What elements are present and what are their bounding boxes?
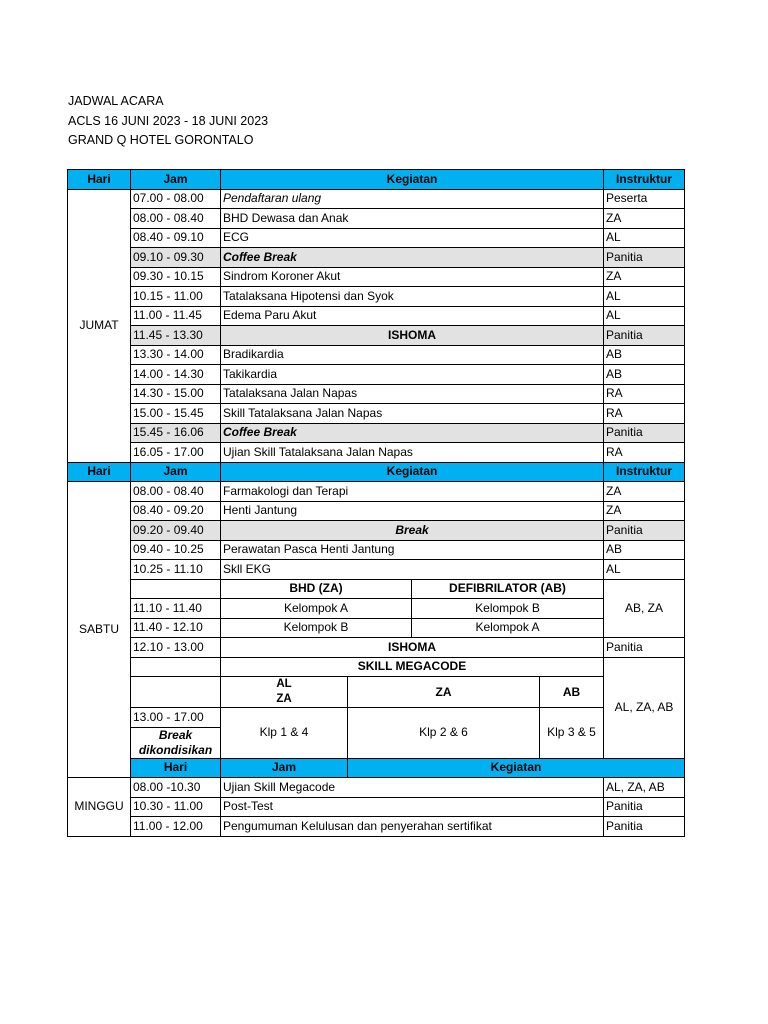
event-subtitle: ACLS 16 JUNI 2023 - 18 JUNI 2023 xyxy=(68,113,269,128)
table-header-row xyxy=(68,170,685,190)
instructor-cell: Peserta xyxy=(604,189,685,209)
instructor-cell: AB xyxy=(604,365,685,385)
activity-cell: Break xyxy=(221,521,604,541)
instructor-cell: AL xyxy=(604,228,685,248)
time-cell: 09.20 - 09.40 xyxy=(131,521,221,541)
defibrilator-group-cell: Kelompok B xyxy=(412,599,604,619)
day-label-sabtu: SABTU xyxy=(68,482,131,778)
instructor-cell: ZA xyxy=(604,501,685,521)
instructor-cell: AB xyxy=(604,345,685,365)
time-cell: 08.00 - 08.40 xyxy=(131,209,221,229)
time-cell: 08.40 - 09.10 xyxy=(131,228,221,248)
header-instruktur: Instruktur xyxy=(604,462,685,482)
time-cell: 07.00 - 08.00 xyxy=(131,189,221,209)
activity-cell: Coffee Break xyxy=(221,423,604,443)
time-cell: 10.25 - 11.10 xyxy=(131,560,221,580)
table-row xyxy=(68,618,685,638)
megacode-col1-header xyxy=(221,677,348,708)
table-row xyxy=(68,817,685,837)
time-cell-empty xyxy=(131,657,221,677)
document-header xyxy=(68,92,268,151)
instructor-cell: ZA xyxy=(604,209,685,229)
time-cell: 09.10 - 09.30 xyxy=(131,248,221,268)
activity-cell: Tatalaksana Jalan Napas xyxy=(221,384,604,404)
megacode-instructor-row xyxy=(68,677,685,708)
table-row-break xyxy=(68,248,685,268)
time-cell: 11.00 - 11.45 xyxy=(131,306,221,326)
instructor-cell: AL xyxy=(604,287,685,307)
table-row xyxy=(68,345,685,365)
time-cell: 14.30 - 15.00 xyxy=(131,384,221,404)
table-row xyxy=(68,638,685,658)
table-row xyxy=(68,228,685,248)
table-row xyxy=(68,287,685,307)
megacode-col1-line2: ZA xyxy=(276,693,292,705)
activity-cell: ECG xyxy=(221,228,604,248)
instructor-cell: Panitia xyxy=(604,638,685,658)
schedule-table xyxy=(67,169,685,837)
header-instruktur: Instruktur xyxy=(604,170,685,190)
megacode-instructor-cell: AL, ZA, AB xyxy=(604,657,685,758)
table-row xyxy=(68,443,685,463)
time-cell: 09.30 - 10.15 xyxy=(131,267,221,287)
instructor-cell: Panitia xyxy=(604,248,685,268)
table-row xyxy=(68,778,685,798)
activity-cell: Skll EKG xyxy=(221,560,604,580)
time-cell: 10.30 - 11.00 xyxy=(131,797,221,817)
table-row xyxy=(68,267,685,287)
instructor-cell: Panitia xyxy=(604,521,685,541)
table-row-break xyxy=(68,521,685,541)
activity-cell: Ujian Skill Tatalaksana Jalan Napas xyxy=(221,443,604,463)
instructor-cell: AB xyxy=(604,540,685,560)
activity-cell: Pendaftaran ulang xyxy=(221,189,604,209)
instructor-cell: RA xyxy=(604,384,685,404)
header-hari: Hari xyxy=(131,758,221,778)
megacode-group-3: Klp 3 & 5 xyxy=(540,708,604,759)
table-row xyxy=(68,365,685,385)
activity-cell: Tatalaksana Hipotensi dan Syok xyxy=(221,287,604,307)
split-header-row xyxy=(68,579,685,599)
table-row-break xyxy=(68,423,685,443)
table-row xyxy=(68,560,685,580)
time-cell: 16.05 - 17.00 xyxy=(131,443,221,463)
instructor-cell: RA xyxy=(604,443,685,463)
activity-cell: Perawatan Pasca Henti Jantung xyxy=(221,540,604,560)
time-cell: 13.00 - 17.00 xyxy=(131,708,221,728)
megacode-time-row xyxy=(68,708,685,728)
megacode-col3-header: AB xyxy=(540,677,604,708)
instructor-cell: Panitia xyxy=(604,326,685,346)
time-cell-empty xyxy=(131,579,221,599)
time-cell-empty xyxy=(131,677,221,708)
time-cell: 12.10 - 13.00 xyxy=(131,638,221,658)
break-note-line2: dikondisikan xyxy=(138,742,213,757)
activity-cell: Skill Tatalaksana Jalan Napas xyxy=(221,404,604,424)
megacode-title: SKILL MEGACODE xyxy=(221,657,604,677)
time-cell: 08.40 - 09.20 xyxy=(131,501,221,521)
activity-cell: BHD Dewasa dan Anak xyxy=(221,209,604,229)
time-cell: 08.00 -10.30 xyxy=(131,778,221,798)
table-row xyxy=(68,189,685,209)
bhd-group-cell: Kelompok A xyxy=(221,599,412,619)
activity-cell: Pengumuman Kelulusan dan penyerahan sertifikat xyxy=(221,817,604,837)
activity-cell: Henti Jantung xyxy=(221,501,604,521)
activity-cell: Post-Test xyxy=(221,797,604,817)
bhd-header: BHD (ZA) xyxy=(221,579,412,599)
bhd-group-cell: Kelompok B xyxy=(221,618,412,638)
defibrilator-header: DEFIBRILATOR (AB) xyxy=(412,579,604,599)
header-hari: Hari xyxy=(68,462,131,482)
table-row xyxy=(68,540,685,560)
megacode-group-1: Klp 1 & 4 xyxy=(221,708,348,759)
header-jam: Jam xyxy=(131,462,221,482)
table-row xyxy=(68,797,685,817)
time-cell: 11.45 - 13.30 xyxy=(131,326,221,346)
activity-cell: ISHOMA xyxy=(221,638,604,658)
header-kegiatan: Kegiatan xyxy=(348,758,685,778)
time-cell: 09.40 - 10.25 xyxy=(131,540,221,560)
activity-cell: Coffee Break xyxy=(221,248,604,268)
table-row-break xyxy=(68,326,685,346)
header-jam: Jam xyxy=(131,170,221,190)
table-row xyxy=(68,599,685,619)
time-cell: 08.00 - 08.40 xyxy=(131,482,221,502)
break-note-line1: Break xyxy=(158,727,193,742)
header-hari: Hari xyxy=(68,170,131,190)
activity-cell: Takikardia xyxy=(221,365,604,385)
day-label-jumat: JUMAT xyxy=(68,189,131,462)
activity-cell: Bradikardia xyxy=(221,345,604,365)
time-cell: 10.15 - 11.00 xyxy=(131,287,221,307)
header-kegiatan: Kegiatan xyxy=(221,462,604,482)
activity-cell: Sindrom Koroner Akut xyxy=(221,267,604,287)
instructor-cell: RA xyxy=(604,404,685,424)
time-cell: 11.00 - 12.00 xyxy=(131,817,221,837)
instructor-cell: Panitia xyxy=(604,423,685,443)
megacode-title-row xyxy=(68,657,685,677)
activity-cell: Ujian Skill Megacode xyxy=(221,778,604,798)
table-row xyxy=(68,306,685,326)
document-title: JADWAL ACARA xyxy=(68,94,164,108)
instructor-cell: AL xyxy=(604,306,685,326)
header-jam: Jam xyxy=(221,758,348,778)
time-cell: 15.00 - 15.45 xyxy=(131,404,221,424)
instructor-cell: AL, ZA, AB xyxy=(604,778,685,798)
activity-cell: Farmakologi dan Terapi xyxy=(221,482,604,502)
time-cell: 11.10 - 11.40 xyxy=(131,599,221,619)
table-row xyxy=(68,404,685,424)
instructor-cell: ZA xyxy=(604,267,685,287)
megacode-col2-header: ZA xyxy=(348,677,540,708)
megacode-col1-line1: AL xyxy=(276,678,292,690)
table-header-row xyxy=(68,462,685,482)
split-instructor-cell: AB, ZA xyxy=(604,579,685,638)
defibrilator-group-cell: Kelompok A xyxy=(412,618,604,638)
table-row xyxy=(68,209,685,229)
time-cell: 13.30 - 14.00 xyxy=(131,345,221,365)
activity-cell: Edema Paru Akut xyxy=(221,306,604,326)
table-row xyxy=(68,482,685,502)
megacode-break-note xyxy=(131,727,221,758)
header-kegiatan: Kegiatan xyxy=(221,170,604,190)
event-venue: GRAND Q HOTEL GORONTALO xyxy=(68,133,254,147)
instructor-cell: AL xyxy=(604,560,685,580)
instructor-cell: Panitia xyxy=(604,797,685,817)
time-cell: 15.45 - 16.06 xyxy=(131,423,221,443)
time-cell: 14.00 - 14.30 xyxy=(131,365,221,385)
table-header-row xyxy=(68,758,685,778)
activity-cell: ISHOMA xyxy=(221,326,604,346)
time-cell: 11.40 - 12.10 xyxy=(131,618,221,638)
instructor-cell: Panitia xyxy=(604,817,685,837)
table-row xyxy=(68,501,685,521)
megacode-group-2: Klp 2 & 6 xyxy=(348,708,540,759)
instructor-cell: ZA xyxy=(604,482,685,502)
table-row xyxy=(68,384,685,404)
day-label-minggu: MINGGU xyxy=(68,778,131,837)
